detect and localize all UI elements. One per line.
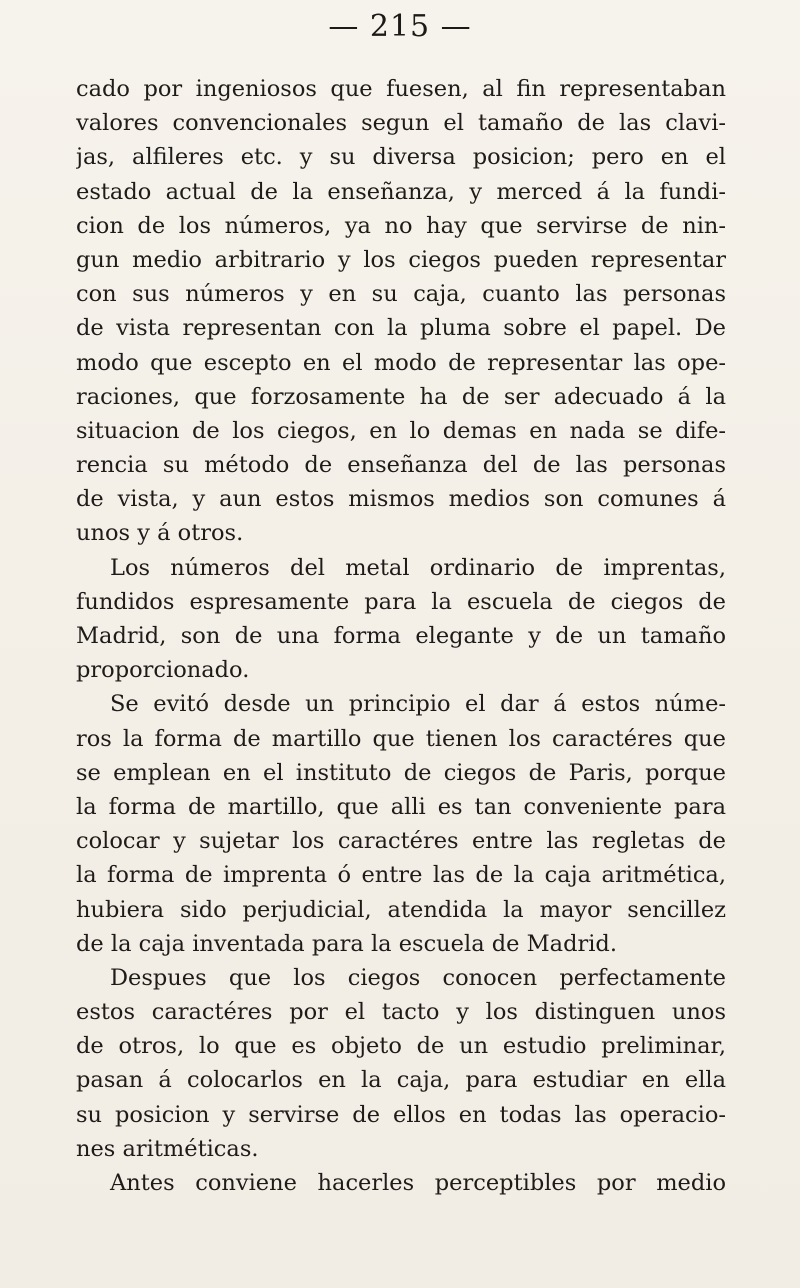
text-line: de vista representan con la pluma sobre el papel. De [76,315,726,342]
text-line: de la caja inventada para la escuela de Madrid. [76,930,617,957]
text-line: hubiera sido perjudicial, atendida la mayor sencillez [76,896,726,923]
body-text [76,72,726,1200]
text-line: Despues que los ciegos conocen perfectamente [110,964,726,991]
page-number: — 215 — [328,9,472,44]
text-line: Los números del metal ordinario de imprentas, [110,554,726,581]
text-line: raciones, que forzosamente ha de ser adecuado á la [76,383,726,410]
text-line: situacion de los ciegos, en lo demas en nada se dife- [76,417,726,444]
text-line: fundidos espresamente para la escuela de ciegos de [76,588,726,615]
text-line: Antes conviene hacerles perceptibles por medio [110,1170,726,1196]
text-line: ros la forma de martillo que tienen los caractéres que [76,725,726,752]
paragraph-4 [76,961,726,1166]
text-line: modo que escepto en el modo de representar las ope- [76,349,726,376]
text-line: su posicion y servirse de ellos en todas las operacio- [76,1101,726,1128]
paragraph-1 [76,72,726,551]
text-line: la forma de martillo, que alli es tan conveniente para [76,793,726,820]
text-line: Se evitó desde un principio el dar á estos núme- [110,691,726,718]
text-line: de otros, lo que es objeto de un estudio preliminar, [76,1033,726,1060]
text-line: pasan á colocarlos en la caja, para estudiar en ella [76,1067,726,1094]
text-line: cion de los números, ya no hay que servirse de nin- [76,212,726,239]
text-line: valores convencionales segun el tamaño de las clavi- [76,110,726,137]
text-line: cado por ingeniosos que fuesen, al fin representaban [76,76,726,102]
text-line: proporcionado. [76,657,250,684]
paragraph-2 [76,551,726,688]
text-line: estado actual de la enseñanza, y merced á la fundi- [76,178,726,205]
text-line: de vista, y aun estos mismos medios son comunes á [76,486,726,513]
text-line: unos y á otros. [76,520,244,547]
paragraph-3 [76,687,726,961]
text-line: con sus números y en su caja, cuanto las personas [76,281,726,308]
text-line: rencia su método de enseñanza del de las personas [76,452,726,479]
text-line: Madrid, son de una forma elegante y de un tamaño [76,623,726,649]
text-line: colocar y sujetar los caractéres entre las regletas de [76,828,726,855]
text-line: jas, alfileres etc. y su diversa posicion; pero en el [76,144,726,171]
paragraph-5 [76,1166,726,1200]
text-line: la forma de imprenta ó entre las de la caja aritmética, [76,862,726,889]
text-line: se emplean en el instituto de ciegos de Paris, porque [76,759,726,786]
text-line: estos caractéres por el tacto y los distinguen unos [76,999,726,1026]
text-line: gun medio arbitrario y los ciegos pueden representar [76,246,726,273]
text-line: nes aritméticas. [76,1135,259,1162]
